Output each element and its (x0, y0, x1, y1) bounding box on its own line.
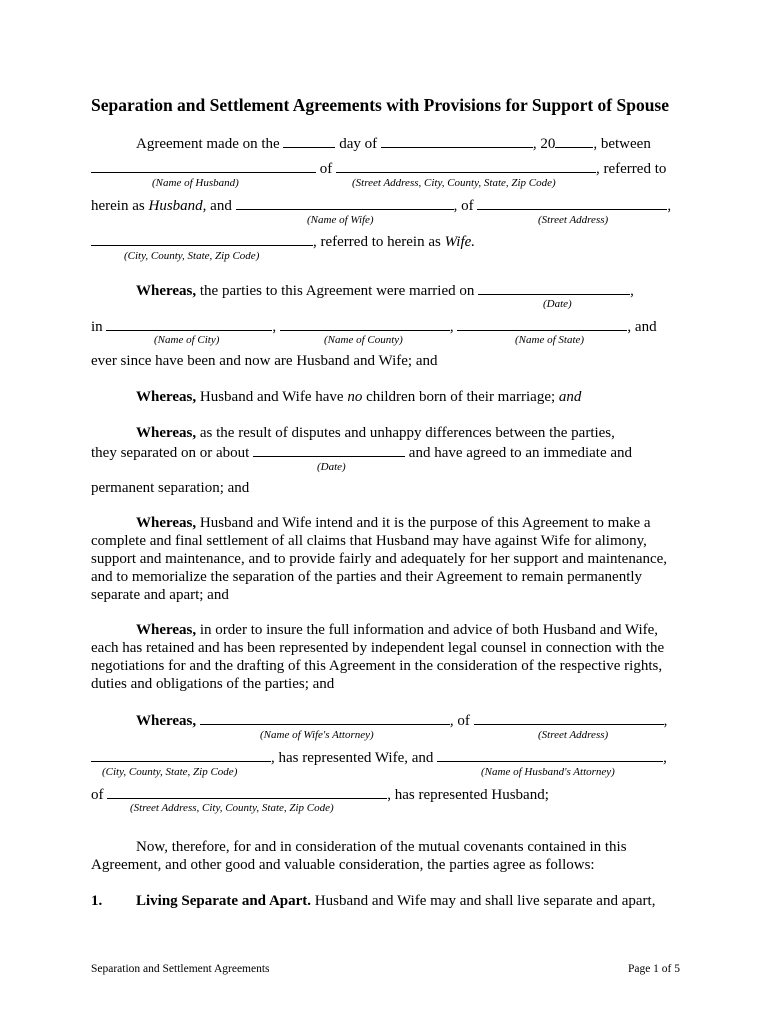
text: , has represented Wife, and (271, 750, 434, 766)
text: as the result of disputes and unhappy differences between the parties, (199, 425, 615, 441)
text: , of (453, 198, 474, 214)
intro-line-4 (91, 231, 475, 251)
caption-name-of-county: (Name of County) (324, 334, 403, 346)
footer-left: Separation and Settlement Agreements (91, 963, 270, 975)
now-therefore-line-1: Now, therefore, for and in consideration of the mutual covenants contained in this (136, 839, 627, 855)
text: 1. (91, 893, 103, 909)
caption-city-county-state-zip: (City, County, State, Zip Code) (124, 250, 260, 262)
text: day of (339, 136, 378, 152)
whereas-counsel-line-1 (136, 621, 658, 639)
text: , has represented Husband; (387, 787, 549, 803)
whereas-counsel-line-3: negotiations for and the drafting of this Agreement in the consideration of the respective rights, (91, 658, 663, 674)
text: , between (593, 136, 651, 152)
text: , (667, 198, 672, 214)
footer-page-number: Page 1 of 5 (627, 963, 680, 975)
text: , (449, 319, 454, 335)
month-blank[interactable] (381, 133, 533, 148)
caption-date: (Date) (317, 461, 346, 473)
whereas-settlement-line-5: separate and apart; and (91, 587, 229, 603)
whereas-disputes-line-2 (91, 442, 632, 462)
text: they separated on or about (91, 445, 250, 461)
whereas-children-line (136, 388, 581, 406)
husband-attorney-blank[interactable] (437, 747, 663, 762)
whereas-label: Whereas, (136, 283, 197, 299)
whereas-label: Whereas, (136, 622, 197, 638)
whereas-settlement-line-1 (136, 514, 651, 532)
husband-attorney-address-blank[interactable] (107, 784, 387, 799)
text: Agreement made on the (136, 136, 280, 152)
text: , (663, 750, 667, 766)
text: in order to insure the full information and advice of both Husband and Wife, (199, 622, 659, 638)
text: , referred to (596, 161, 667, 177)
county-blank[interactable] (280, 316, 450, 331)
caption-name-of-city: (Name of City) (154, 334, 220, 346)
text: the parties to this Agreement were married on (199, 283, 475, 299)
text: Husband and Wife intend and it is the purpose of this Agreement to make a (199, 515, 651, 531)
caption-street-address: (Street Address) (538, 214, 609, 226)
document-title: Separation and Settlement Agreements with Provisions for Support of Spouse (91, 95, 670, 115)
text: , (630, 283, 634, 299)
now-therefore-line-2: Agreement, and other good and valuable consideration, the parties agree as follows: (91, 857, 595, 873)
section-1-line (136, 892, 655, 910)
text: of (319, 161, 333, 177)
whereas-settlement-line-3: support and maintenance, and to provide fairly and adequately for her support and maintenance, (91, 551, 668, 567)
text: in (91, 319, 103, 335)
caption-husband-address: (Street Address, City, County, State, Zip Code) (352, 177, 556, 189)
whereas-counsel-line-4: duties and obligations of the parties; and (91, 676, 335, 692)
intro-line-3 (91, 195, 671, 215)
text: , referred to herein as (313, 234, 441, 250)
text: herein as (91, 198, 145, 214)
caption-city-county-state-zip: (City, County, State, Zip Code) (102, 766, 238, 778)
text: of (91, 787, 104, 803)
whereas-label: Whereas, (136, 389, 197, 405)
text: , of (449, 713, 470, 729)
caption-street-address: (Street Address) (538, 729, 609, 741)
text: , 20 (532, 136, 556, 152)
text: , (272, 319, 277, 335)
wife-name-blank[interactable] (236, 195, 454, 210)
whereas-married-line-2 (91, 316, 657, 336)
whereas-married-line-3: ever since have been and now are Husband and Wife; and (91, 353, 438, 369)
caption-name-of-husbands-attorney: (Name of Husband's Attorney) (481, 766, 615, 778)
text: Husband and Wife have (199, 389, 344, 405)
wife-city-blank[interactable] (91, 231, 313, 246)
caption-name-of-wifes-attorney: (Name of Wife's Attorney) (260, 729, 374, 741)
whereas-label: Whereas, (136, 713, 197, 729)
caption-full-address: (Street Address, City, County, State, Zip Code) (130, 802, 334, 814)
wife-attorney-street-blank[interactable] (474, 710, 664, 725)
whereas-disputes-line-1 (136, 424, 615, 442)
whereas-disputes-line-3: permanent separation; and (91, 480, 250, 496)
city-blank[interactable] (106, 316, 272, 331)
text: and (558, 389, 582, 405)
text: Husband and Wife may and shall live separate and apart, (314, 893, 656, 909)
caption-name-of-wife: (Name of Wife) (307, 214, 374, 226)
caption-date: (Date) (543, 298, 572, 310)
separation-date-blank[interactable] (253, 442, 405, 457)
husband-name-blank[interactable] (91, 158, 316, 173)
wife-attorney-city-blank[interactable] (91, 747, 271, 762)
whereas-married-line-1 (136, 280, 634, 300)
whereas-label: Whereas, (136, 515, 197, 531)
whereas-counsel-line-2: each has retained and has been represented by independent legal counsel in connection with the (91, 640, 665, 656)
whereas-settlement-line-4: and to memorialize the separation of the parties and their Agreement to remain permanently (91, 569, 643, 585)
wife-street-blank[interactable] (477, 195, 667, 210)
text: children born of their marriage; (366, 389, 556, 405)
whereas-attorneys-line-2 (91, 747, 667, 767)
whereas-label: Whereas, (136, 425, 197, 441)
section-1-number (91, 892, 102, 910)
text: Husband, (148, 198, 207, 214)
text: and (210, 198, 232, 214)
text: no (347, 389, 363, 405)
caption-name-of-state: (Name of State) (515, 334, 585, 346)
day-blank[interactable] (283, 133, 335, 148)
text: and have agreed to an immediate and (408, 445, 633, 461)
state-blank[interactable] (457, 316, 627, 331)
whereas-attorneys-line-3 (91, 784, 549, 804)
intro-line-2 (91, 158, 666, 178)
section-heading: Living Separate and Apart. (136, 893, 312, 909)
whereas-attorneys-line-1 (136, 710, 667, 730)
whereas-settlement-line-2: complete and final settlement of all claims that Husband may have against Wife for alimony, (91, 533, 647, 549)
text: , (663, 713, 668, 729)
year-blank[interactable] (555, 133, 593, 148)
wife-attorney-blank[interactable] (200, 710, 450, 725)
intro-line-1 (136, 133, 651, 153)
text: Wife. (444, 234, 476, 250)
text: , and (627, 319, 657, 335)
marriage-date-blank[interactable] (478, 280, 630, 295)
caption-name-of-husband: (Name of Husband) (152, 177, 239, 189)
husband-address-blank[interactable] (336, 158, 596, 173)
